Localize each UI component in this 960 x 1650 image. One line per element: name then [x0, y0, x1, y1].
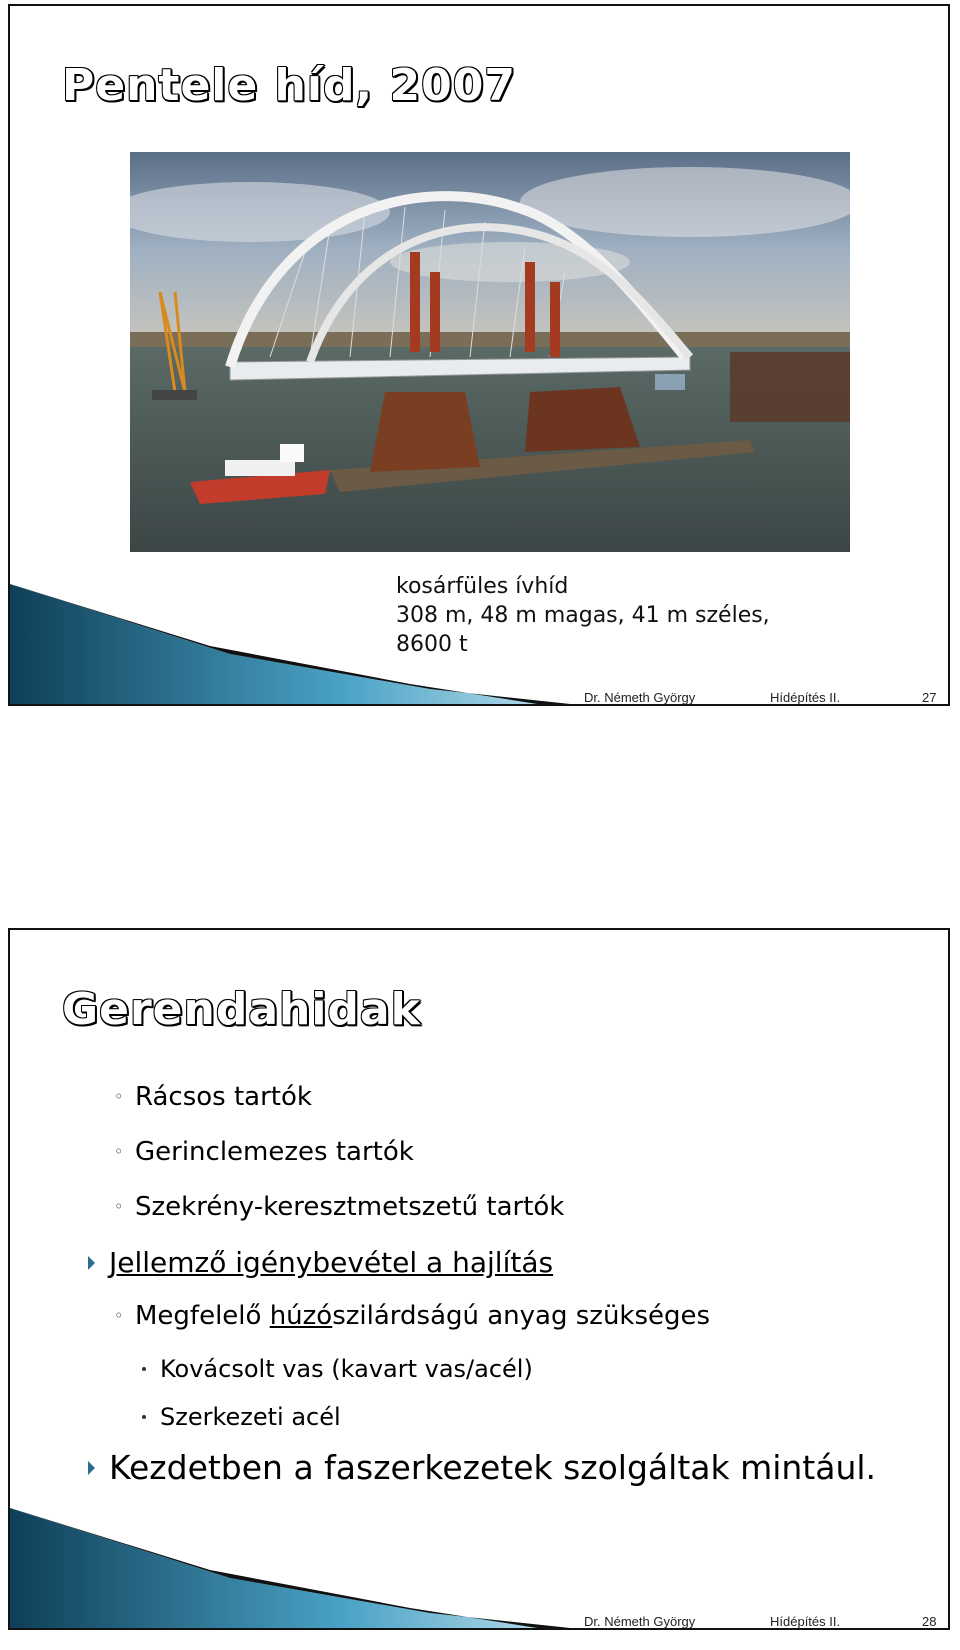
caption-line-weight: 8600 t — [396, 632, 468, 657]
bullet-text: Rácsos tartók — [135, 1082, 312, 1112]
list-item — [70, 1450, 930, 1486]
footer-page-number: 27 — [922, 690, 937, 705]
footer-course: Hídépítés II. — [770, 1614, 841, 1629]
caption-line-type: kosárfüles ívhíd — [396, 574, 569, 599]
list-item — [70, 1402, 930, 1432]
bullet-text: Kezdetben a faszerkezetek szolgáltak mintául. — [109, 1448, 877, 1487]
caption-line-dimensions: 308 m, 48 m magas, 41 m széles, — [396, 603, 770, 628]
circle-bullet-icon: ◦ — [114, 1087, 124, 1106]
slide-title: Gerendahidak — [62, 984, 421, 1035]
footer-author: Dr. Németh György — [584, 1614, 696, 1629]
bullet-text: Kovácsolt vas (kavart vas/acél) — [160, 1355, 533, 1383]
dot-bullet-icon — [142, 1415, 146, 1419]
list-item — [70, 1080, 930, 1114]
bullet-text: Szerkezeti acél — [160, 1403, 341, 1431]
list-item — [70, 1354, 930, 1384]
corner-swoosh-decoration — [10, 584, 570, 704]
bullet-text: Szekrény-keresztmetszetű tartók — [135, 1192, 565, 1222]
dot-bullet-icon — [142, 1367, 146, 1371]
footer-author: Dr. Németh György — [584, 690, 696, 705]
bullet-text: Jellemző igénybevétel a hajlítás — [109, 1246, 554, 1279]
bullet-text-suffix: szilárdságú anyag szükséges — [332, 1301, 711, 1331]
footer-course: Hídépítés II. — [770, 690, 841, 705]
circle-bullet-icon: ◦ — [114, 1197, 124, 1216]
bridge-photo — [130, 152, 850, 552]
triangle-bullet-icon — [88, 1256, 95, 1270]
slide-27 — [8, 4, 950, 706]
circle-bullet-icon: ◦ — [114, 1306, 124, 1325]
list-item — [70, 1190, 930, 1224]
bullet-text-underlined: húzó — [269, 1301, 333, 1331]
bullet-list — [70, 1080, 930, 1504]
list-item — [70, 1245, 930, 1281]
slide-28 — [8, 928, 950, 1630]
list-item — [70, 1299, 930, 1333]
corner-swoosh-decoration — [10, 1508, 570, 1628]
footer-page-number: 28 — [922, 1614, 937, 1629]
circle-bullet-icon: ◦ — [114, 1142, 124, 1161]
slide-title: Pentele híd, 2007 — [62, 60, 516, 111]
list-item — [70, 1135, 930, 1169]
bullet-text-prefix: Megfelelő — [135, 1301, 270, 1331]
triangle-bullet-icon — [88, 1461, 95, 1475]
bullet-text: Gerinclemezes tartók — [135, 1137, 414, 1167]
